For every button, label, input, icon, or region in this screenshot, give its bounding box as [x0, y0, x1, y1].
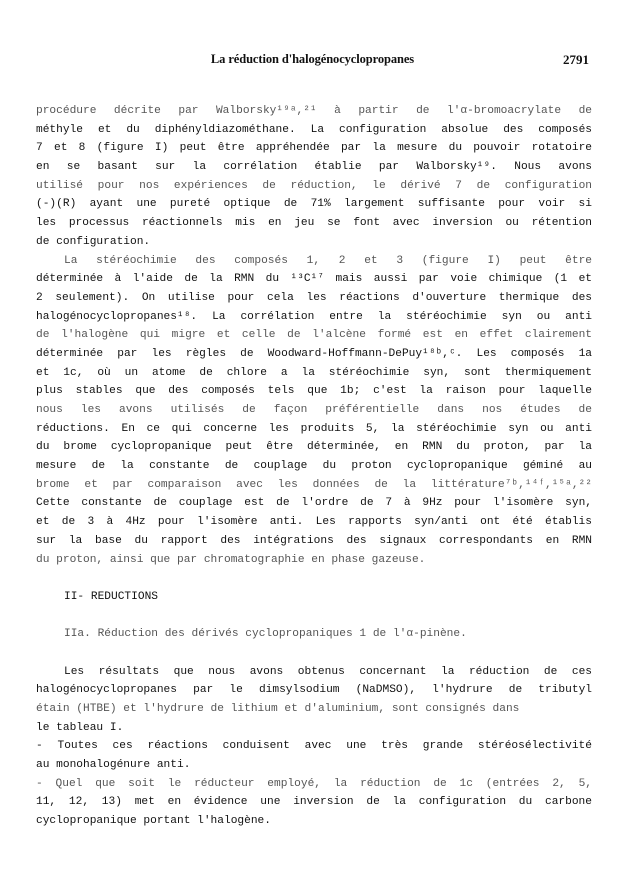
text-line: procédure décrite par Walborsky¹⁹ᵃ,²¹ à partir de l'α-bromoacrylate de [36, 105, 592, 117]
text-line: Cette constante de couplage est de l'ordre de 7 à 9Hz pour l'isomère syn, [36, 497, 592, 510]
text-line: (-)(R) ayant une pureté optique de 71% largement suffisante pour voir si [36, 198, 592, 211]
text-line: plus stables que des composés tels que 1b; c'est la raison pour laquelle [36, 385, 592, 398]
text-line: nous les avons utilisés de façon préférentielle dans nos études de [36, 404, 592, 416]
text-line: La stéréochimie des composés 1, 2 et 3 (figure I) peut être [64, 254, 592, 267]
page-number: 2791 [563, 52, 589, 67]
text-line: les processus réactionnels mis en jeu se font avec inversion ou rétention [36, 217, 592, 230]
text-line: déterminée à l'aide de la RMN du ¹³C¹⁷ mais aussi par voie chimique (1 et [36, 273, 592, 286]
text-line: du proton, ainsi que par chromatographie en phase gazeuse. [36, 553, 426, 566]
text-line: halogénocyclopropanes par le dimsylsodium (NaDMSO), l'hydrure de tributyl [36, 684, 592, 697]
text-line: 11, 12, 13) met en évidence une inversion de la configuration du carbone [36, 796, 592, 809]
section-heading: II- REDUCTIONS [64, 590, 158, 603]
text-line: sur la base du rapport des intégrations des signaux correspondants en RMN [36, 534, 592, 547]
text-line: du brome cyclopropanique peut être déterminée, en RMN du proton, par la [36, 441, 592, 454]
text-line: cyclopropanique portant l'halogène. [36, 815, 271, 828]
text-line: de configuration. [36, 235, 151, 248]
body-text [36, 102, 592, 831]
text-line: méthyle et du diphényldiazométhane. La configuration absolue des composés [36, 123, 592, 136]
text-line: 2 seulement). On utilise pour cela les réactions d'ouverture thermique des [36, 291, 592, 304]
text-line: - Quel que soit le réducteur employé, la réduction de 1c (entrées 2, 5, [36, 777, 592, 790]
page-header [0, 52, 625, 74]
text-line: et de 3 à 4Hz pour l'isomère anti. Les rapports syn/anti ont été établis [36, 516, 592, 529]
text-line: le tableau I. [36, 721, 124, 734]
text-line: - Toutes ces réactions conduisent avec une très grande stéréosélectivité [36, 740, 592, 753]
text-line: Les résultats que nous avons obtenus concernant la réduction de ces [64, 665, 592, 678]
text-line: en se basant sur la corrélation établie par Walborsky¹⁹. Nous avons [36, 161, 592, 174]
text-line: de l'halogène qui migre et celle de l'alcène formé est en effet clairement [36, 329, 592, 342]
text-line: utilisé pour nos expériences de réduction, le dérivé 7 de configuration [36, 179, 592, 192]
text-line: halogénocyclopropanes¹⁸. La corrélation entre la stéréochimie syn ou anti [36, 310, 592, 323]
text-line: réductions. En ce qui concerne les produits 5, la stéréochimie syn ou anti [36, 422, 592, 435]
text-line: 7 et 8 (figure I) peut être appréhendée par la mesure du pouvoir rotatoire [36, 142, 592, 155]
text-line: mesure de la constante de couplage du proton cyclopropanique géminé au [36, 460, 592, 473]
text-line: brome et par comparaison avec les données de la littérature⁷ᵇ,¹⁴ᶠ,¹⁵ᵃ,²² [36, 478, 592, 491]
text-line: au monohalogénure anti. [36, 759, 191, 772]
text-line: déterminée par les règles de Woodward-Hoffmann-DePuy¹⁸ᵇ,ᶜ. Les composés 1a [36, 347, 592, 360]
text-line: étain (HTBE) et l'hydrure de lithium et d'aluminium, sont consignés dans [36, 703, 520, 715]
running-title: La réduction d'halogénocyclopropanes [210, 52, 415, 66]
text-line: et 1c, où un atome de chlore a la stéréochimie syn, sont thermiquement [36, 366, 592, 379]
subsection-heading: IIa. Réduction des dérivés cyclopropaniques 1 de l'α-pinène. [64, 628, 467, 641]
